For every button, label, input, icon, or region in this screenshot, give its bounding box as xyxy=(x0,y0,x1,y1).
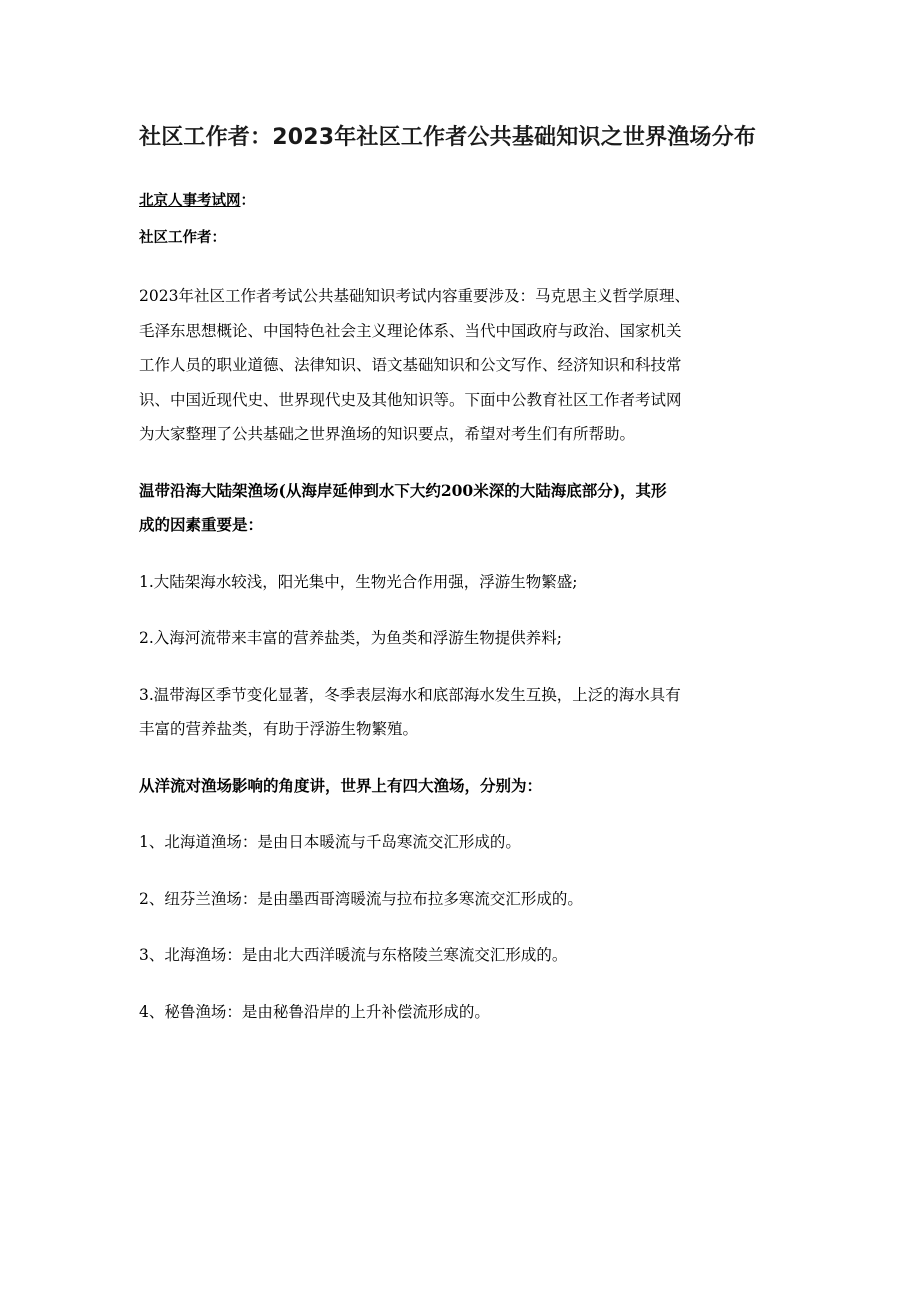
fishery-item: 3、北海渔场：是由北大西洋暖流与东格陵兰寒流交汇形成的。 xyxy=(139,946,568,964)
intro-line: 2023年社区工作者考试公共基础知识考试内容重要涉及：马克思主义哲学原理、 xyxy=(139,287,690,305)
heading-line: 温带沿海大陆架渔场(从海岸延伸到水下大约200米深的大陆海底部分)，其形 xyxy=(139,480,667,500)
intro-line: 毛泽东思想概论、中国特色社会主义理论体系、当代中国政府与政治、国家机关 xyxy=(139,321,682,340)
factor-line: 3.温带海区季节变化显著，冬季表层海水和底部海水发生互换，上泛的海水具有 xyxy=(139,685,681,704)
factor-line: 1.大陆架海水较浅，阳光集中，生物光合作用强，浮游生物繁盛; xyxy=(139,572,578,591)
intro-paragraph xyxy=(139,279,789,452)
intro-line: 为大家整理了公共基础之世界渔场的知识要点，希望对考生们有所帮助。 xyxy=(139,425,636,443)
heading-line: 成的因素重要是： xyxy=(139,515,264,534)
fishery-item: 2、纽芬兰渔场：是由墨西哥湾暖流与拉布拉多寒流交汇形成的。 xyxy=(139,889,583,908)
category-label: 社区工作者： xyxy=(139,229,226,246)
factor-line: 2.入海河流带来丰富的营养盐类，为鱼类和浮游生物提供养料; xyxy=(139,629,563,647)
intro-line: 识、中国近现代史、世界现代史及其他知识等。下面中公教育社区工作者考试网 xyxy=(139,390,682,409)
document-body xyxy=(139,116,789,1029)
source-link[interactable]: 北京人事考试网 xyxy=(139,192,241,209)
fishery-item: 4、秘鲁渔场：是由秘鲁沿岸的上升补偿流形成的。 xyxy=(139,1002,490,1021)
source-colon: ： xyxy=(240,192,255,209)
page-title: 社区工作者：2023年社区工作者公共基础知识之世界渔场分布 xyxy=(139,125,757,150)
continental-shelf-heading xyxy=(139,474,789,543)
factor-item xyxy=(139,565,789,600)
fishery-item: 1、北海道渔场：是由日本暖流与千岛寒流交汇形成的。 xyxy=(139,833,521,851)
source-line xyxy=(139,188,789,214)
factor-item xyxy=(139,678,789,747)
factor-line: 丰富的营养盐类，有助于浮游生物繁殖。 xyxy=(139,720,419,738)
intro-line: 工作人员的职业道德、法律知识、语文基础知识和公文写作、经济知识和科技常 xyxy=(139,356,682,374)
four-fisheries-heading: 从洋流对渔场影响的角度讲，世界上有四大渔场，分别为： xyxy=(139,775,543,795)
factor-item xyxy=(139,621,789,656)
